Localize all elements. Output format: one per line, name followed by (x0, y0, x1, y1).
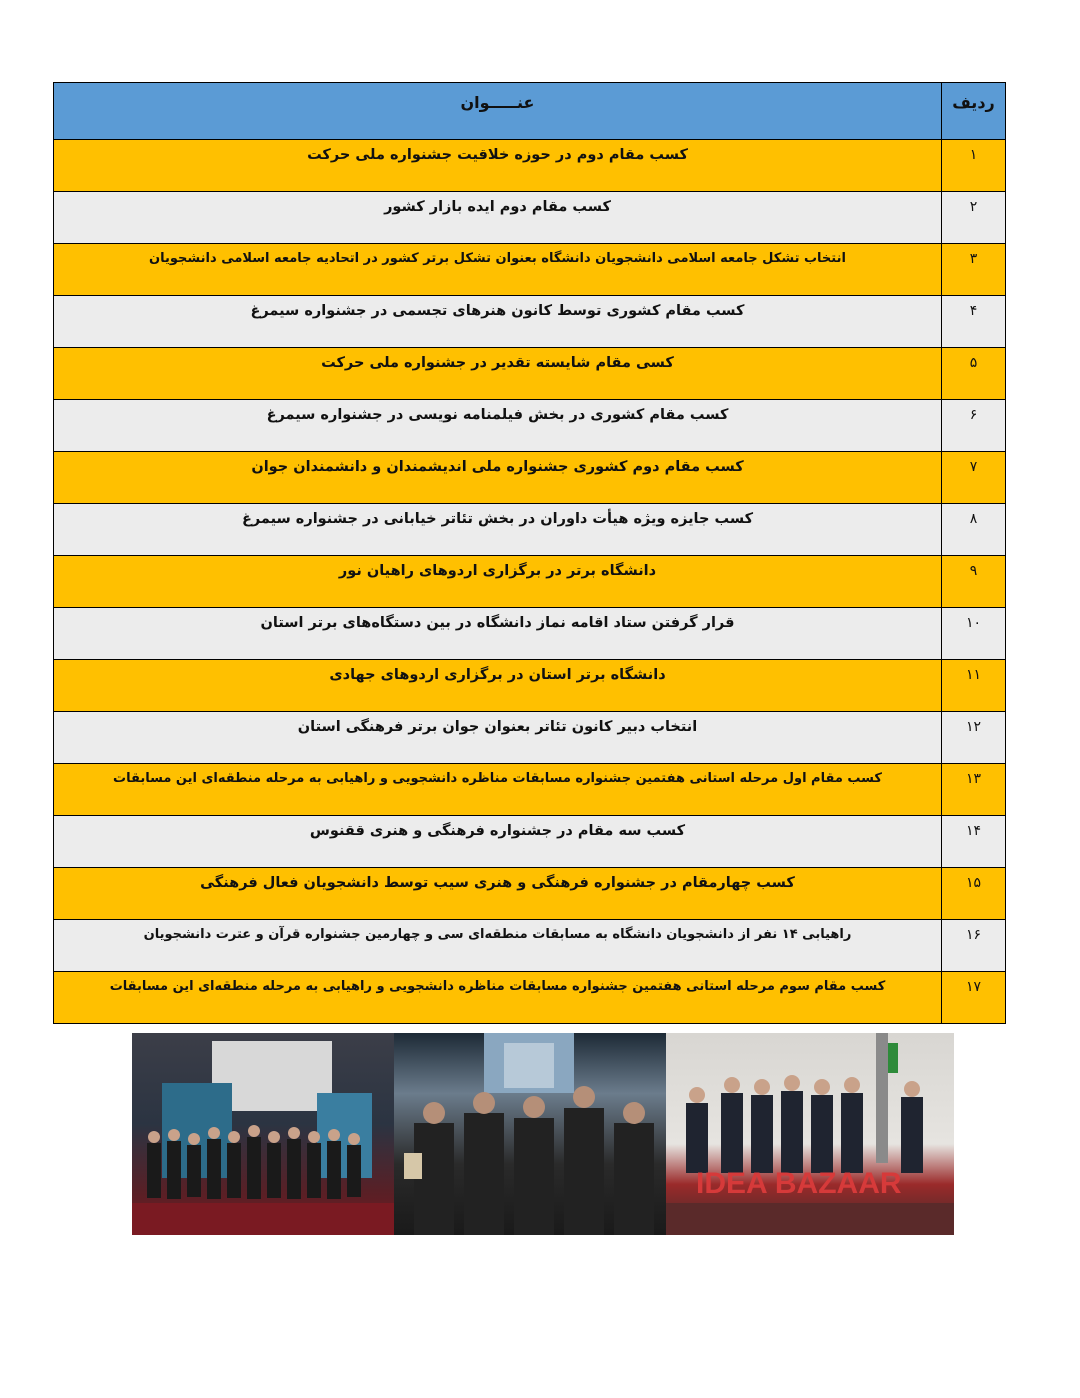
row-title: کسب مقام سوم مرحله استانی هفتمین جشنواره مسابقات مناظره دانشجویی و راهیابی به مرحله منطقه‌ای این مسابقات (109, 979, 886, 994)
row-title-cell (54, 452, 942, 504)
photo-outdoor-event-illustration (394, 1033, 666, 1235)
row-number-cell (942, 920, 1006, 972)
row-title: کسب مقام اول مرحله استانی هفتمین جشنواره مسابقات مناظره دانشجویی و راهیابی به مرحله منطقه‌ای این مسابقات (113, 771, 882, 786)
row-number: ۴ (969, 303, 978, 319)
row-number: ۱۶ (965, 927, 982, 943)
row-title-cell (54, 348, 942, 400)
row-number-cell (942, 868, 1006, 920)
row-title: کسب جایزه ویژه هیأت داوران در بخش تئاتر خیابانی در جشنواره سیمرغ (241, 511, 754, 527)
row-number: ۱۳ (965, 771, 982, 787)
row-number: ۱۵ (965, 875, 982, 891)
table-row (54, 868, 1006, 920)
row-title: کسب سه مقام در جشنواره فرهنگی و هنری ققنوس (309, 823, 686, 839)
table-row (54, 140, 1006, 192)
row-number-cell (942, 504, 1006, 556)
row-number-cell (942, 296, 1006, 348)
row-number: ۳ (969, 251, 978, 267)
row-title: راهیابی ۱۴ نفر از دانشجویان دانشگاه به مسابقات منطقه‌ای سی و چهارمین جشنواره قرآن و عترت دانشجویان (143, 927, 852, 942)
header-title-label: عنـــــوان (460, 93, 535, 112)
row-number: ۵ (969, 355, 978, 371)
row-title: انتخاب دبیر کانون تئاتر بعنوان جوان برتر فرهنگی استان (297, 719, 698, 735)
table-row (54, 608, 1006, 660)
table-row (54, 920, 1006, 972)
row-number-cell (942, 712, 1006, 764)
table-row (54, 452, 1006, 504)
row-number-cell (942, 816, 1006, 868)
row-number: ۱۴ (965, 823, 982, 839)
row-title: کسب مقام کشوری توسط کانون هنرهای تجسمی در جشنواره سیمرغ (250, 303, 745, 319)
row-number: ۲ (969, 199, 978, 215)
row-number: ۱ (969, 147, 978, 163)
row-title-cell (54, 972, 942, 1024)
row-number: ۱۷ (965, 979, 982, 995)
row-title-cell (54, 504, 942, 556)
table-row (54, 712, 1006, 764)
row-title: کسب چهارمقام در جشنواره فرهنگی و هنری سیب توسط دانشجویان فعال فرهنگی (200, 875, 795, 891)
row-title: کسی مقام شایسته تقدیر در جشنواره ملی حرکت (321, 355, 674, 371)
row-number: ۱۱ (965, 667, 982, 683)
row-title: انتخاب تشکل جامعه اسلامی دانشجویان دانشگاه بعنوان تشکل برتر کشور در اتحادیه جامعه اسلامی دانشجویان (149, 251, 846, 266)
row-title-cell (54, 556, 942, 608)
row-number-cell (942, 400, 1006, 452)
row-title-cell (54, 660, 942, 712)
table-row (54, 192, 1006, 244)
row-number-cell (942, 452, 1006, 504)
row-title: کسب مقام کشوری در بخش فیلمنامه نویسی در جشنواره سیمرغ (266, 407, 729, 423)
table-row (54, 816, 1006, 868)
row-number: ۶ (969, 407, 978, 423)
row-number-cell (942, 348, 1006, 400)
header-num-label: ردیف (952, 93, 995, 112)
photo-idea-bazaar-illustration (666, 1033, 954, 1235)
column-header-row-number (942, 83, 1006, 140)
row-title-cell (54, 244, 942, 296)
column-header-title (54, 83, 942, 140)
row-number-cell (942, 556, 1006, 608)
row-title-cell (54, 296, 942, 348)
row-number-cell (942, 764, 1006, 816)
table-row (54, 556, 1006, 608)
photo-idea-bazaar (666, 1033, 954, 1235)
row-number: ۹ (969, 563, 978, 579)
row-number-cell (942, 244, 1006, 296)
photo-collage (132, 1033, 954, 1235)
row-title: کسب مقام دوم کشوری جشنواره ملی اندیشمندان و دانشمندان جوان (251, 459, 744, 475)
row-title-cell (54, 192, 942, 244)
row-number: ۷ (969, 459, 978, 475)
idea-bazaar-sign: IDEA BAZAAR (696, 1167, 902, 1200)
row-title: دانشگاه برتر در برگزاری اردوهای راهیان نور (338, 563, 657, 579)
table-row (54, 348, 1006, 400)
table-row (54, 504, 1006, 556)
achievements-table (53, 82, 1006, 1024)
row-title: قرار گرفتن ستاد اقامه نماز دانشگاه در بین دستگاه‌های برتر استان (260, 615, 735, 631)
row-number: ۸ (969, 511, 978, 527)
photo-outdoor-event (394, 1033, 666, 1235)
table-row (54, 764, 1006, 816)
photo-award-ceremony-group (132, 1033, 394, 1235)
row-number-cell (942, 660, 1006, 712)
row-number: ۱۲ (965, 719, 982, 735)
table-row (54, 400, 1006, 452)
row-title: کسب مقام دوم در حوزه خلاقیت جشنواره ملی حرکت (307, 147, 688, 163)
row-title: کسب مقام دوم ایده بازار کشور (384, 199, 611, 215)
row-title-cell (54, 920, 942, 972)
table-row (54, 972, 1006, 1024)
row-title-cell (54, 140, 942, 192)
row-title-cell (54, 868, 942, 920)
row-number: ۱۰ (965, 615, 982, 631)
row-number-cell (942, 140, 1006, 192)
row-title-cell (54, 400, 942, 452)
row-title-cell (54, 764, 942, 816)
row-title: دانشگاه برتر استان در برگزاری اردوهای جهادی (329, 667, 666, 683)
table-row (54, 660, 1006, 712)
table-header-row (54, 83, 1006, 140)
row-number-cell (942, 972, 1006, 1024)
row-number-cell (942, 192, 1006, 244)
row-title-cell (54, 816, 942, 868)
photo-award-ceremony-group-illustration (132, 1033, 394, 1235)
row-title-cell (54, 712, 942, 764)
row-number-cell (942, 608, 1006, 660)
table-row (54, 296, 1006, 348)
table-row (54, 244, 1006, 296)
row-title-cell (54, 608, 942, 660)
